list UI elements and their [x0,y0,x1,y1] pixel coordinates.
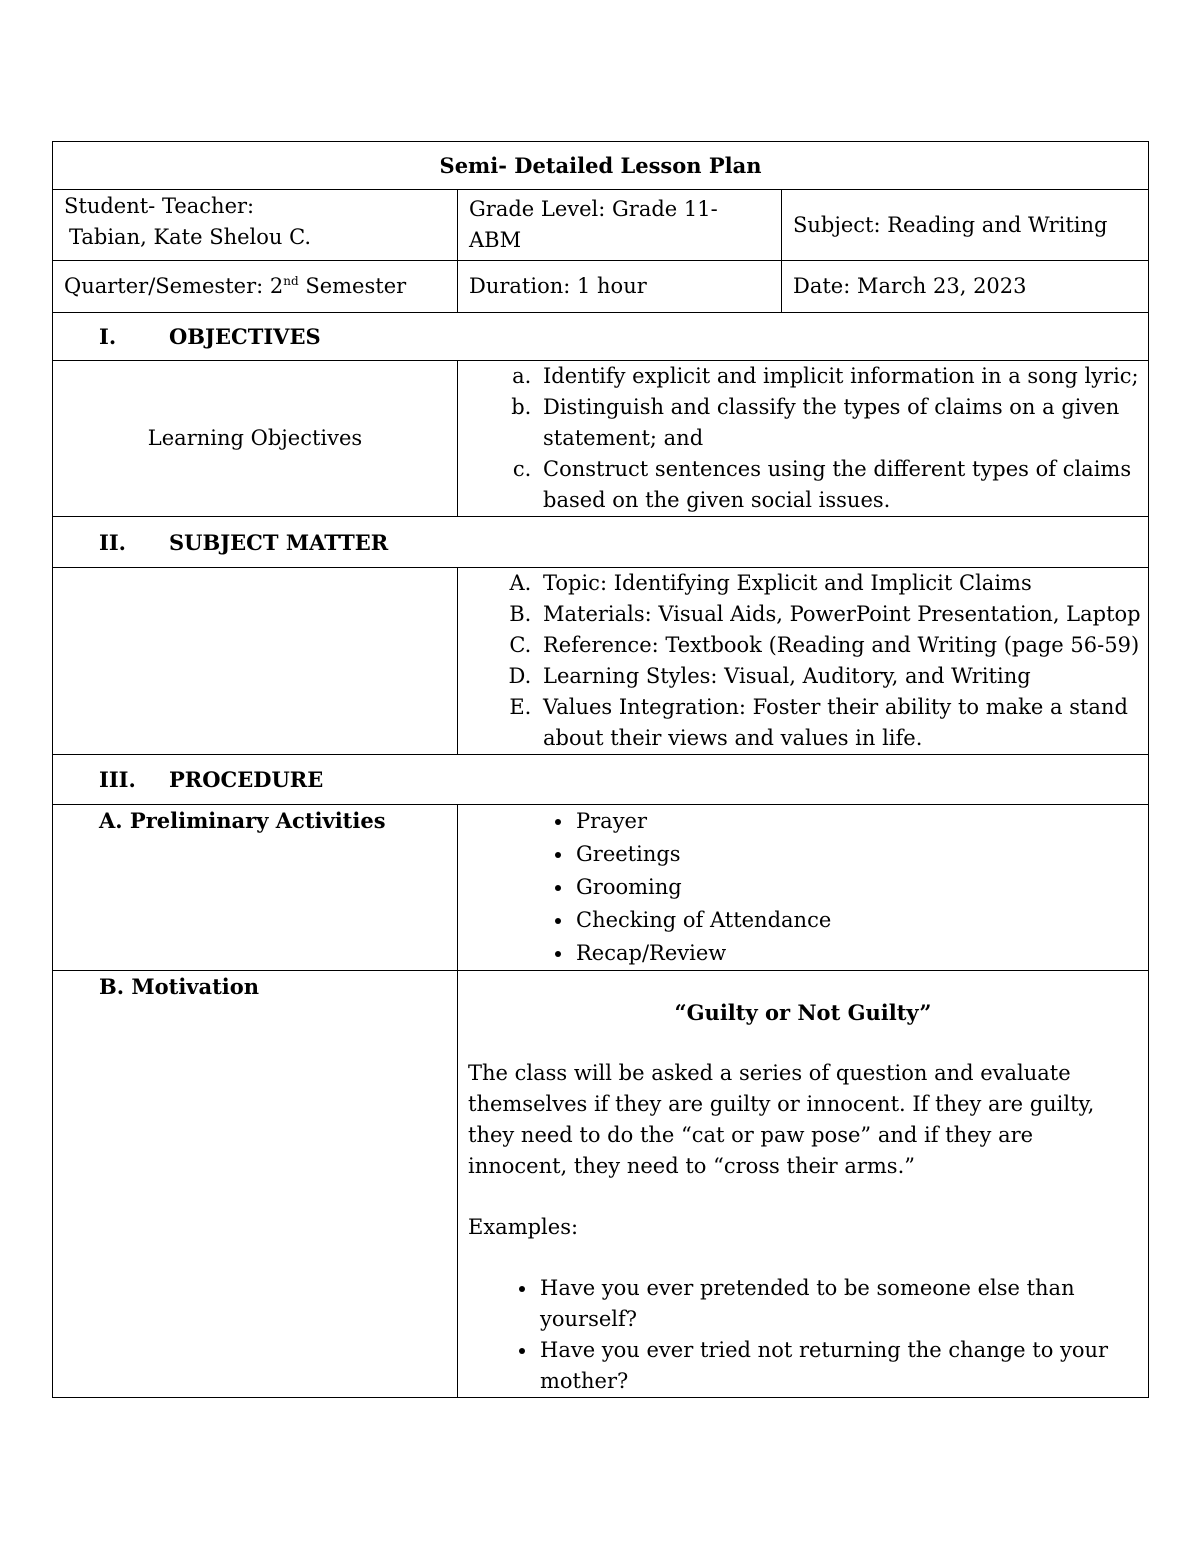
student-teacher-label: Student- Teacher: [64,194,255,218]
examples-label: Examples: [468,1215,579,1239]
duration-cell: Duration: 1 hour [458,261,782,313]
procedure-heading [53,755,1149,805]
preliminary-list [458,805,1148,970]
subject-matter-list [458,568,1148,754]
preliminary-list-cell [458,805,1149,971]
learning-objectives-label: Learning Objectives [53,361,458,517]
objective-item: a. Identify explicit and implicit information in a song lyric; [538,361,1142,392]
examples-list [458,1273,1148,1397]
example-item: • Have you ever pretended to be someone else than yourself? [538,1273,1132,1335]
preliminary-item: • Recap/Review [574,937,1142,970]
preliminary-item: • Prayer [574,805,1142,838]
objectives-number: I. [99,324,117,349]
preliminary-item: • Checking of Attendance [574,904,1142,937]
motivation-heading: B. Motivation [53,971,458,1398]
lesson-plan-table [52,141,1149,1398]
subject-matter-item: A. Topic: Identifying Explicit and Implicit Claims [538,568,1142,599]
subject-matter-heading [53,517,1149,568]
motivation-description: The class will be asked a series of question and evaluate themselves if they are guilty or innocent. If they are guilty, they need to do the “cat or paw pose” and if they are innocent, they need to “cross their arms.” [468,1061,1095,1178]
preliminary-row [53,805,1149,971]
student-teacher-name: Tabian, Kate Shelou C. [69,225,312,249]
objectives-heading-row [53,313,1149,361]
subject-matter-list-cell [458,568,1149,755]
quarter-sup: nd [283,274,299,288]
subject-matter-heading-row [53,517,1149,568]
quarter-cell [53,261,458,313]
quarter-row [53,261,1149,313]
student-teacher-cell [53,190,458,261]
objectives-row [53,361,1149,517]
subject-matter-item: C. Reference: Textbook (Reading and Writing (page 56-59) [538,630,1142,661]
motivation-activity-title: “Guilty or Not Guilty” [674,1000,932,1025]
procedure-title: PROCEDURE [169,767,324,792]
objective-item: b. Distinguish and classify the types of claims on a given statement; and [538,392,1142,454]
motivation-cell [458,971,1149,1398]
subject-matter-row [53,568,1149,755]
objectives-title: OBJECTIVES [169,324,321,349]
preliminary-item: • Grooming [574,871,1142,904]
page-title: Semi- Detailed Lesson Plan [53,142,1149,190]
objectives-heading [53,313,1149,361]
subject-matter-number: II. [99,529,126,555]
objective-item: c. Construct sentences using the different types of claims based on the given social issues. [538,454,1142,516]
objectives-list [458,361,1148,516]
teacher-row [53,190,1149,261]
preliminary-heading: A. Preliminary Activities [53,805,458,971]
subject-cell: Subject: Reading and Writing [782,190,1149,261]
quarter-prefix: Quarter/Semester: 2 [64,274,284,298]
subject-matter-empty-cell [53,568,458,755]
example-item: • Have you ever tried not returning the change to your mother? [538,1335,1132,1397]
motivation-row [53,971,1149,1398]
preliminary-item: • Greetings [574,838,1142,871]
quarter-suffix: Semester [298,274,407,298]
grade-level-cell: Grade Level: Grade 11- ABM [458,190,782,261]
date-cell: Date: March 23, 2023 [782,261,1149,313]
subject-matter-item: E. Values Integration: Foster their ability to make a stand about their views and values in life. [538,692,1142,754]
objectives-list-cell [458,361,1149,517]
subject-matter-item: B. Materials: Visual Aids, PowerPoint Presentation, Laptop [538,599,1142,630]
title-row [53,142,1149,190]
subject-matter-item: D. Learning Styles: Visual, Auditory, and Writing [538,661,1142,692]
subject-matter-title: SUBJECT MATTER [169,529,389,555]
procedure-number: III. [99,767,136,792]
procedure-heading-row [53,755,1149,805]
